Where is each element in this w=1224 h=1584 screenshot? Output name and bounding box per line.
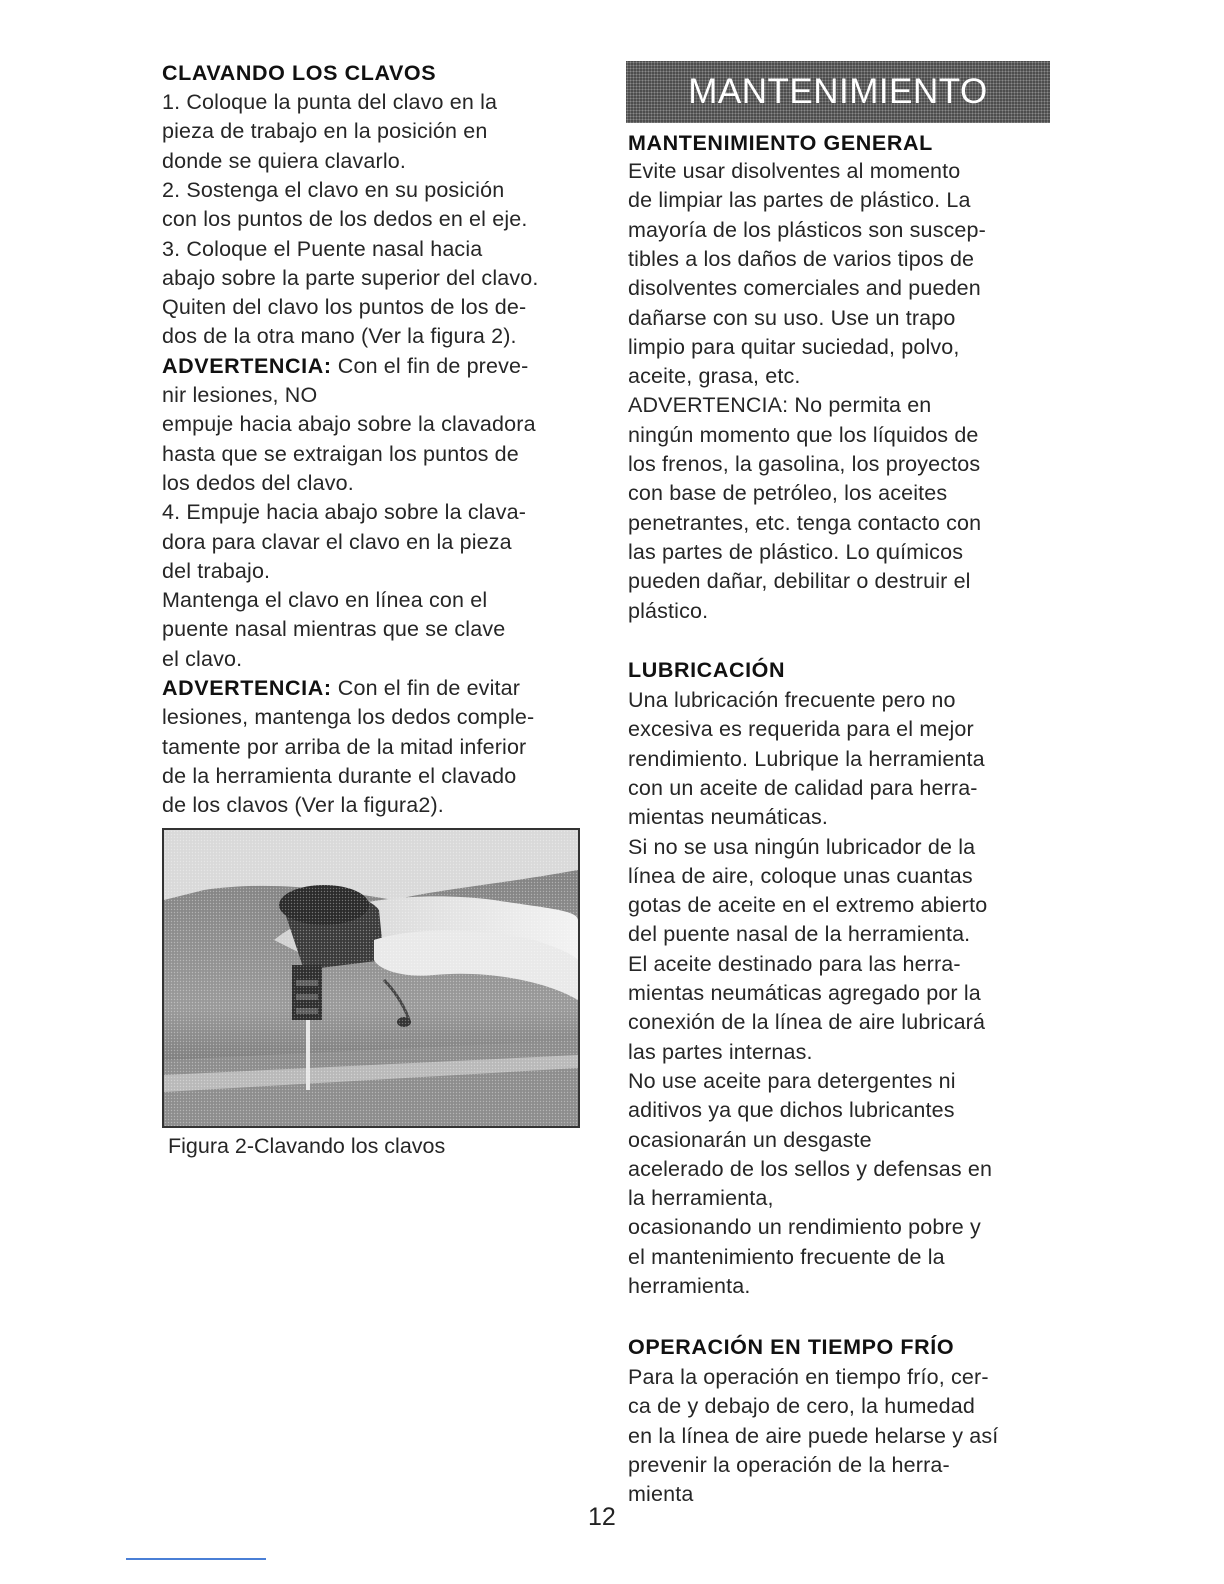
general-body-line: mayoría de los plásticos son suscep- xyxy=(628,217,986,242)
left-body-line: abajo sobre la parte superior del clavo. xyxy=(162,265,539,290)
general-body-line: dañarse con su uso. Use un trapo xyxy=(628,305,956,330)
tiempo-frio-body-line: prevenir la operación de la herra- xyxy=(628,1452,950,1477)
left-body-line: dos de la otra mano (Ver la figura 2). xyxy=(162,324,517,349)
general-body-line: de limpiar las partes de plástico. La xyxy=(628,188,971,213)
general-body-line: los frenos, la gasolina, los proyectos xyxy=(628,452,981,476)
general-body-line: plástico. xyxy=(628,598,709,623)
left-body-line: donde se quiera clavarlo. xyxy=(162,148,406,173)
lubricacion-body-line: ocasionarán un desgaste xyxy=(628,1127,872,1152)
lubricacion-body-line: conexión de la línea de aire lubricará xyxy=(628,1010,986,1035)
lubricacion-body-line: rendimiento. Lubrique la herramienta xyxy=(628,746,985,771)
page-number: 12 xyxy=(588,1503,616,1531)
left-body-line: pieza de trabajo en la posición en xyxy=(162,119,488,144)
lubricacion-body-line: mientas neumáticas. xyxy=(628,805,829,830)
left-body-line: dora para clavar el clavo en la pieza xyxy=(162,529,512,554)
warning-label: ADVERTENCIA: xyxy=(162,353,332,378)
general-body-line: con base de petróleo, los aceites xyxy=(628,481,948,506)
left-body-line: puente nasal mientras que se clave xyxy=(162,617,506,642)
lubricacion-body-line: excesiva es requerida para el mejor xyxy=(628,717,974,742)
left-body-line: 2. Sostenga el clavo en su posición xyxy=(162,177,505,202)
general-body-line: limpio para quitar suciedad, polvo, xyxy=(628,334,960,359)
general-body-line: tibles a los daños de varios tipos de xyxy=(628,246,975,271)
tiempo-frio-body-line: Para la operación en tiempo frío, cer- xyxy=(628,1365,989,1389)
section-heading-lubricacion: LUBRICACIÓN xyxy=(628,658,786,682)
warning-text: Con el fin de preve- xyxy=(331,353,529,378)
lubricacion-body-line: gotas de aceite en el extremo abierto xyxy=(628,893,988,918)
lubricacion-body-line: ocasionando un rendimiento pobre y xyxy=(628,1215,981,1240)
lubricacion-body-line: Si no se usa ningún lubricador de la xyxy=(628,834,976,859)
left-body-line: hasta que se extraigan los puntos de xyxy=(162,441,519,466)
left-body-line: 3. Coloque el Puente nasal hacia xyxy=(162,236,483,261)
left-body-line: 1. Coloque la punta del clavo en la xyxy=(162,90,498,114)
lubricacion-body-line: las partes internas. xyxy=(628,1039,813,1064)
general-body-line: pueden dañar, debilitar o destruir el xyxy=(628,569,971,594)
lubricacion-body-line: acelerado de los sellos y defensas en xyxy=(628,1156,993,1181)
lubricacion-body-line: El aceite destinado para las herra- xyxy=(628,951,961,976)
warning-line-2 xyxy=(162,674,520,703)
lubricacion-body-line: herramienta. xyxy=(628,1274,751,1298)
general-body-line: ningún momento que los líquidos de xyxy=(628,422,979,447)
lubricacion-body-line: con un aceite de calidad para herra- xyxy=(628,775,978,800)
section-heading-tiempo-frio: OPERACIÓN EN TIEMPO FRÍO xyxy=(628,1335,955,1359)
link-underline xyxy=(126,1558,266,1560)
left-body-line: empuje hacia abajo sobre la clavadora xyxy=(162,412,536,437)
left-body-line: del trabajo. xyxy=(162,558,271,583)
section-heading-clavando: CLAVANDO LOS CLAVOS xyxy=(162,61,437,85)
maintenance-banner xyxy=(626,61,1050,123)
left-body-line: nir lesiones, NO xyxy=(162,383,318,407)
banner-title: MANTENIMIENTO xyxy=(688,72,988,111)
general-body-line: ADVERTENCIA: No permita en xyxy=(628,393,932,418)
general-body-line: penetrantes, etc. tenga contacto con xyxy=(628,510,982,535)
left-body-line: Mantenga el clavo en línea con el xyxy=(162,588,488,613)
left-body-line: tamente por arriba de la mitad inferior xyxy=(162,734,527,759)
left-body-line: lesiones, mantenga los dedos comple- xyxy=(162,705,535,730)
warning-line-1 xyxy=(162,352,528,381)
lubricacion-body-line: del puente nasal de la herramienta. xyxy=(628,922,971,947)
general-body-line: las partes de plástico. Lo químicos xyxy=(628,539,964,564)
left-body-line: el clavo. xyxy=(162,646,243,671)
tiempo-frio-body-line: ca de y debajo de cero, la humedad xyxy=(628,1394,975,1419)
lubricacion-body-line: la herramienta, xyxy=(628,1186,774,1211)
general-body-line: Evite usar disolventes al momento xyxy=(628,159,961,183)
left-body-line: los dedos del clavo. xyxy=(162,470,354,495)
lubricacion-body-line: línea de aire, coloque unas cuantas xyxy=(628,863,973,888)
left-body-line: Quiten del clavo los puntos de los de- xyxy=(162,295,527,320)
figure-caption: Figura 2-Clavando los clavos xyxy=(168,1134,446,1158)
left-body-line: de la herramienta durante el clavado xyxy=(162,763,517,788)
left-body-line: 4. Empuje hacia abajo sobre la clava- xyxy=(162,500,527,525)
lubricacion-body-line: No use aceite para detergentes ni xyxy=(628,1068,956,1093)
warning-label: ADVERTENCIA: xyxy=(162,676,332,700)
warning-text: Con el fin de evitar xyxy=(331,676,521,700)
lubricacion-body-line: Una lubricación frecuente pero no xyxy=(628,688,956,712)
tiempo-frio-body-line: en la línea de aire puede helarse y así xyxy=(628,1423,999,1448)
general-body-line: disolventes comerciales and pueden xyxy=(628,276,981,301)
section-heading-general: MANTENIMIENTO GENERAL xyxy=(628,131,933,155)
lubricacion-body-line: aditivos ya que dichos lubricantes xyxy=(628,1098,955,1123)
nailing-photo-illustration xyxy=(164,830,578,1126)
lubricacion-body-line: mientas neumáticas agregado por la xyxy=(628,981,981,1005)
left-body-line: de los clavos (Ver la figura2). xyxy=(162,793,444,818)
tiempo-frio-body-line: mienta xyxy=(628,1482,694,1507)
left-body-line: con los puntos de los dedos en el eje. xyxy=(162,207,528,232)
lubricacion-body-line: el mantenimiento frecuente de la xyxy=(628,1244,945,1269)
general-body-line: aceite, grasa, etc. xyxy=(628,364,801,389)
figure-2-photo xyxy=(162,828,580,1128)
